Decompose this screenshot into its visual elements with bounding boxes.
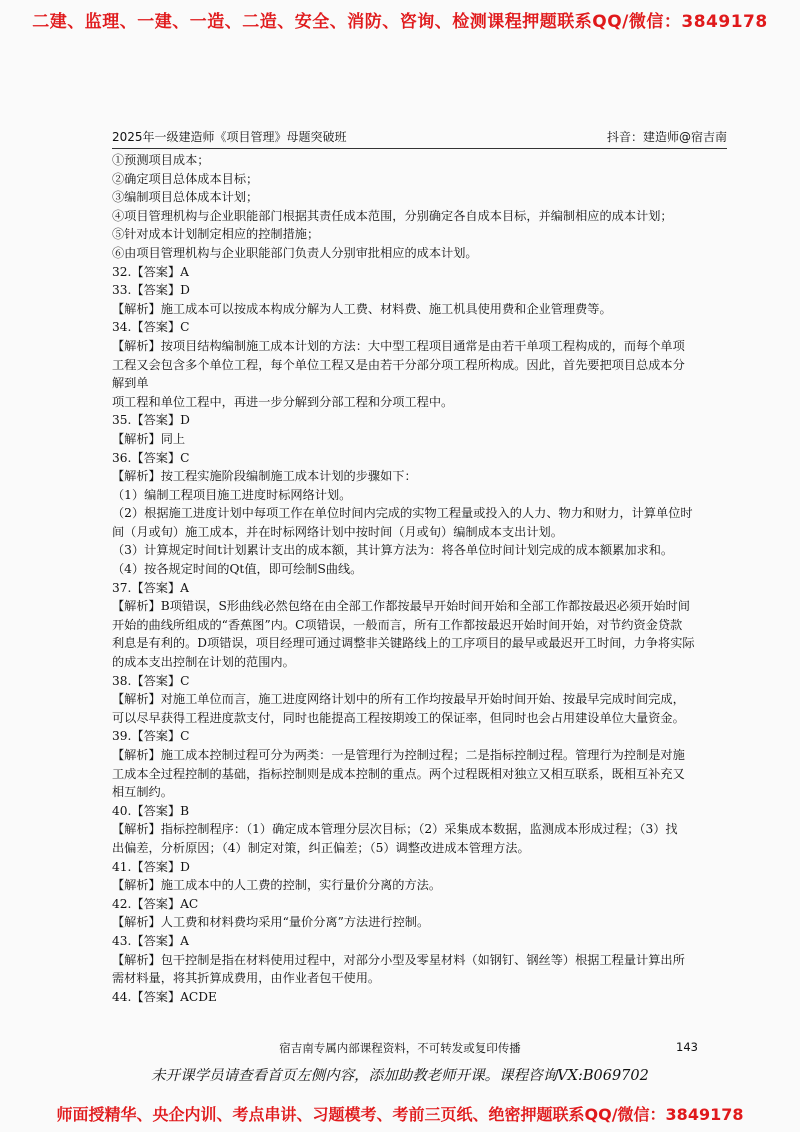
header-title: 2025年一级建造师《项目管理》母题突破班 [112, 130, 347, 144]
text-line: 【解析】B项错误，S形曲线必然包络在由全部工作都按最早开始时间开始和全部工作都按最迟必须开始时间 [112, 599, 690, 614]
text-line: （1）编制工程项目施工进度时标网络计划。 [112, 487, 352, 502]
document-page [112, 128, 727, 1006]
text-line: 开始的曲线所组成的“香蕉图”内。C项错误，一般而言，所有工作都按最迟开始时间开始，对节约资金贷款 [112, 617, 683, 632]
bottom-banner: 师面授精华、央企内训、考点串讲、习题模考、考前三页纸、绝密押题联系QQ/微信：3849178 [56, 1104, 744, 1124]
text-line: 43.【答案】A [112, 933, 189, 948]
text-line: 38.【答案】C [112, 673, 190, 688]
text-line: 32.【答案】A [112, 264, 189, 279]
text-line: 42.【答案】AC [112, 896, 199, 911]
text-line: 需材料量，将其折算成费用，由作业者包干使用。 [112, 971, 381, 986]
text-line: ①预测项目成本； [112, 153, 210, 167]
text-line: 【解析】指标控制程序：（1）确定成本管理分层次目标；（2）采集成本数据，监测成本形成过程；（3）找 [112, 822, 678, 837]
text-line: 【解析】同上 [112, 431, 186, 446]
text-line: ⑥由项目管理机构与企业职能部门负责人分别审批相应的成本计划。 [112, 245, 478, 260]
top-banner: 二建、监理、一建、一造、二造、安全、消防、咨询、检测课程押题联系QQ/微信：3849178 [32, 11, 768, 32]
text-line: 工成本全过程控制的基础，指标控制则是成本控制的重点。两个过程既相对独立又相互联系，既相互补充又 [112, 766, 685, 781]
text-line: ⑤针对成本计划制定相应的控制措施； [112, 227, 320, 242]
text-line: 33.【答案】D [112, 283, 190, 298]
text-line: 【解析】按工程实施阶段编制施工成本计划的步骤如下： [112, 469, 417, 484]
text-line: （2）根据施工进度计划中每项工作在单位时间内完成的实物工程量或投入的人力、物力和财力，计算单位时 [112, 506, 693, 521]
text-line: 39.【答案】C [112, 729, 190, 744]
text-line: ②确定项目总体成本目标； [112, 171, 259, 186]
text-line: 的成本支出控制在计划的范围内。 [112, 655, 295, 670]
text-line: 【解析】施工成本控制过程可分为两类：一是管理行为控制过程；二是指标控制过程。管理行为控制是对施 [112, 748, 685, 762]
text-line: 出偏差，分析原因；（4）制定对策，纠正偏差；（5）调整改进成本管理方法。 [112, 840, 530, 855]
text-line: 相互制约。 [112, 785, 173, 800]
text-line: 36.【答案】C [112, 450, 190, 465]
text-line: 44.【答案】ACDE [112, 989, 217, 1004]
text-line: 35.【答案】D [112, 413, 190, 428]
text-line: 【解析】按项目结构编制施工成本计划的方法：大中型工程项目通常是由若干单项工程构成的，而每个单项 [112, 338, 685, 353]
text-line: 【解析】对施工单位而言，施工进度网络计划中的所有工作均按最早开始时间开始、按最早完成时间完成， [112, 692, 685, 707]
footer-notice: 宿吉南专属内部课程资料，不可转发或复印传播 [279, 1041, 521, 1055]
text-line: 项工程和单位工程中，再进一步分解到分部工程和分项工程中。 [112, 394, 454, 409]
text-line: 【解析】人工费和材料费均采用“量价分离”方法进行控制。 [112, 915, 430, 930]
text-line: ③编制项目总体成本计划； [112, 190, 259, 205]
page-number: 143 [676, 1040, 698, 1054]
text-line: 【解析】施工成本可以按成本构成分解为人工费、材料费、施工机具使用费和企业管理费等。 [112, 301, 612, 316]
course-notice: 未开课学员请查看首页左侧内容，添加助教老师开课。课程咨询VX:B069702 [151, 1068, 649, 1084]
text-line: （4）按各规定时间的Qt值，即可绘制S曲线。 [112, 562, 363, 577]
text-line: 解到单 [112, 376, 149, 391]
text-line: 可以尽早获得工程进度款支付，同时也能提高工程按期竣工的保证率，但同时也会占用建设单位大量资金。 [112, 710, 685, 725]
document-body [112, 151, 727, 1006]
text-line: 【解析】包干控制是指在材料使用过程中，对部分小型及零星材料（如钢钉、钢丝等）根据工程量计算出所 [112, 952, 685, 967]
header-author: 抖音：建造师@宿吉南 [606, 130, 727, 144]
text-line: 41.【答案】D [112, 859, 190, 874]
text-line: 37.【答案】A [112, 580, 189, 595]
text-line: 间（月或旬）施工成本，并在时标网络计划中按时间（月或旬）编制成本支出计划。 [112, 524, 563, 539]
text-line: 【解析】施工成本中的人工费的控制，实行量价分离的方法。 [112, 878, 442, 893]
text-line: 工程又会包含多个单位工程，每个单位工程又是由若干分部分项工程所构成。因此，首先要把项目总成本分 [112, 357, 685, 372]
text-line: 34.【答案】C [112, 320, 190, 335]
page-header [112, 128, 727, 149]
text-line: 利息是有利的。D项错误，项目经理可通过调整非关键路线上的工序项目的最早或最迟开工时间，力争将实际 [112, 636, 695, 651]
text-line: 40.【答案】B [112, 803, 190, 818]
text-line: （3）计算规定时间t计划累计支出的成本额，其计算方法为：将各单位时间计划完成的成本额累加求和。 [112, 543, 674, 558]
text-line: ④项目管理机构与企业职能部门根据其责任成本范围，分别确定各自成本目标，并编制相应的成本计划； [112, 208, 673, 223]
